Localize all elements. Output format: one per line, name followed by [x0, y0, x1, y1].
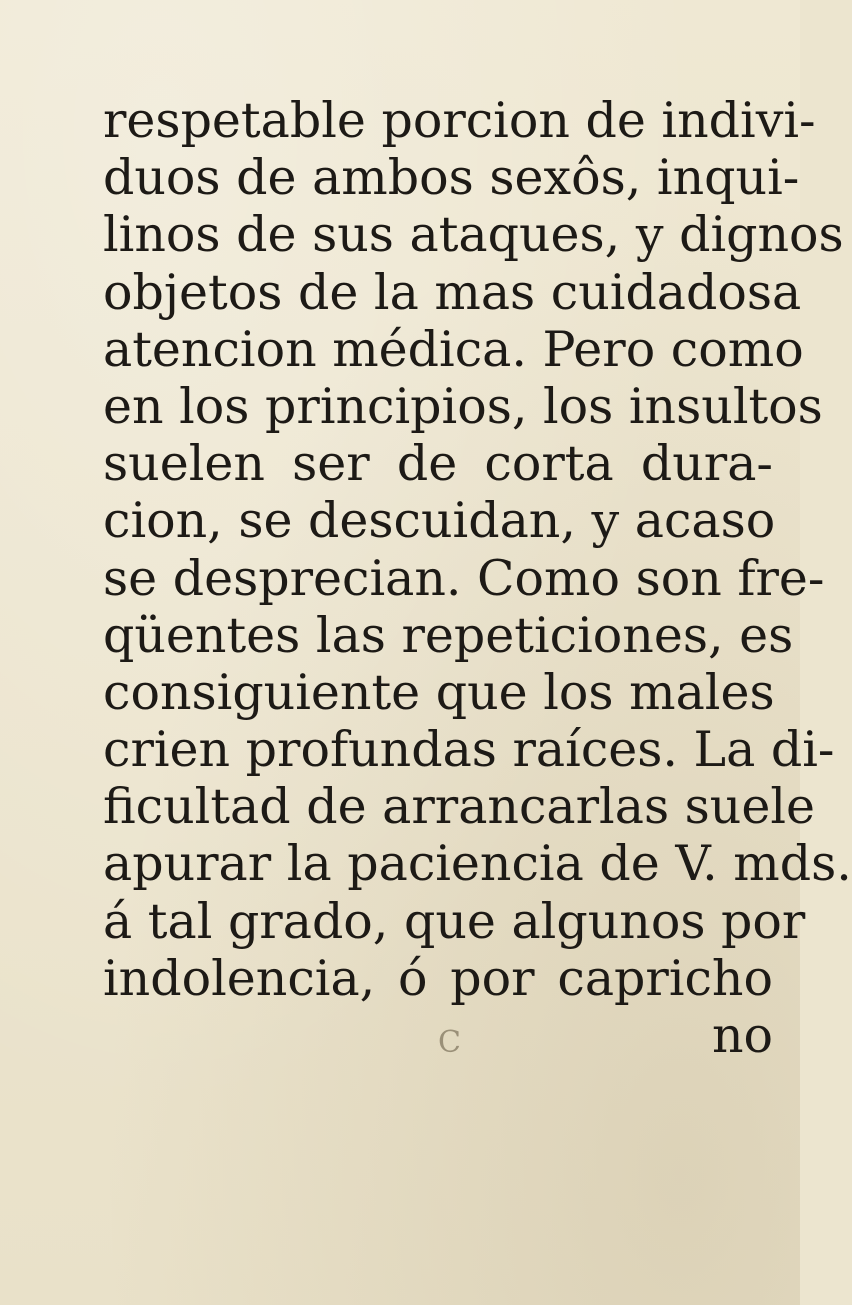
text-line: se desprecian. Como son fre-: [103, 549, 825, 607]
text-line: á tal grado, que algunos por: [103, 892, 806, 950]
signature-mark: C: [438, 1025, 465, 1060]
text-line: suelen ser de corta dura-: [103, 435, 773, 493]
text-line: duos de ambos sexôs, inqui-: [103, 149, 800, 207]
text-line: consiguiente que los males: [103, 663, 775, 721]
text-line: atencion médica. Pero como: [103, 320, 804, 378]
text-line: respetable porcion de indivi-: [103, 92, 816, 149]
text-line: en los principios, los insultos: [103, 377, 823, 435]
text-line: crien profundas raíces. La di-: [103, 721, 835, 779]
body-text: [103, 92, 852, 1064]
text-line: cion, se descuidan, y acaso: [103, 492, 776, 550]
text-line: qüentes las repeticiones, es: [103, 606, 794, 664]
text-line: indolencia, ó por capricho: [103, 949, 773, 1007]
page-footer: [103, 1007, 773, 1064]
catchword: no: [711, 1007, 773, 1064]
text-line: ficultad de arrancarlas suele: [103, 778, 816, 836]
text-line: objetos de la mas cuidadosa: [103, 263, 802, 321]
text-line: apurar la paciencia de V. mds.: [103, 835, 852, 893]
text-line: linos de sus ataques, y dignos: [103, 206, 844, 264]
